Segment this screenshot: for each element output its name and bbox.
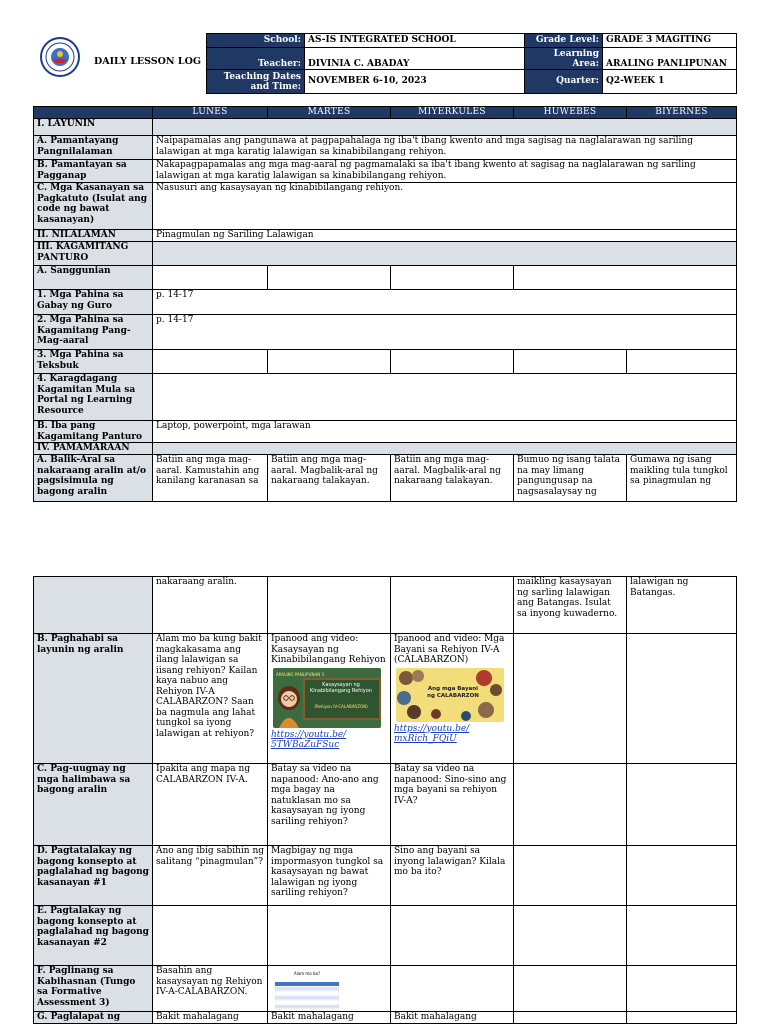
cell-pagtalakay-2-martes — [268, 906, 391, 966]
thumb1-subtitle: (Rehiyon IV-CALABARZON) — [314, 703, 368, 709]
dates-value: NOVEMBER 6-10, 2023 — [305, 70, 525, 94]
paghahabi-miyerkules-text: Ipanood and video: Mga Bayani sa Rehiyon IV-A (CALABARZON) — [394, 634, 505, 665]
cell-balik-aral-cont-lunes: nakaraang aralin. — [153, 577, 268, 634]
thumb1-top-label: ARALING PANLIPUNAN 3 — [276, 671, 325, 677]
cell-sanggunian-huwebes-biyernes — [514, 266, 737, 290]
day-header-biyernes: BIYERNES — [627, 107, 737, 119]
area-value: ARALING PANLIPUNAN — [603, 48, 737, 70]
cell-pagtatalakay-1-miyerkules: Sino ang bayani sa inyong lalawigan? Kilala mo ba ito? — [391, 846, 514, 906]
row-text-gabay-ng-guro: p. 14-17 — [153, 290, 737, 315]
row-label-paglalapat: G. Paglalapat ng — [34, 1012, 153, 1024]
thumb1-title: Kasaysayan ng Kinabibilangang Rehiyon — [310, 681, 372, 694]
row-label-sanggunian: A. Sanggunian — [34, 266, 153, 290]
day-header-miyerkules: MIYERKULES — [391, 107, 514, 119]
quarter-value: Q2-WEEK 1 — [603, 70, 737, 94]
dates-label-line2: and Time: — [250, 81, 301, 92]
cell-pagtatalakay-1-biyernes — [627, 846, 737, 906]
video-thumbnail-kasaysayan[interactable] — [273, 668, 381, 728]
cell-paglalapat-biyernes — [627, 1012, 737, 1024]
row-text-iba-pang-kagamitan: Laptop, powerpoint, mga larawan — [153, 421, 737, 443]
area-label — [525, 48, 603, 70]
cell-sanggunian-miyerkules — [391, 266, 514, 290]
cell-paglalapat-lunes: Bakit mahalagang — [153, 1012, 268, 1024]
row-label-balik-aral: A. Balik-Aral sa nakaraang aralin at/o pagsisimula ng bagong aralin — [34, 455, 153, 502]
cell-paghahabi-martes — [268, 634, 391, 764]
cell-teksbuk-biyernes — [627, 350, 737, 374]
area-label-line1: Learning — [553, 48, 599, 59]
cell-pag-uugnay-huwebes — [514, 764, 627, 846]
school-value: AS-IS INTEGRATED SCHOOL — [305, 34, 525, 48]
row-label-paghahabi: B. Paghahabi sa layunin ng aralin — [34, 634, 153, 764]
cell-pagtalakay-2-miyerkules — [391, 906, 514, 966]
lesson-log-table-page2 — [33, 576, 737, 1024]
document-title: DAILY LESSON LOG — [94, 56, 201, 67]
day-header-lunes: LUNES — [153, 107, 268, 119]
cell-balik-aral-cont-huwebes: maikling kasaysayan ng sarling lalawigan ang Batangas. Isulat sa inyong kuwaderno. — [514, 577, 627, 634]
cell-paglinang-miyerkules — [391, 966, 514, 1012]
video-thumbnail-bayani[interactable] — [396, 668, 504, 722]
cell-balik-aral-huwebes: Bumuo ng isang talata na may limang pangungusap na nagsasalaysay ng — [514, 455, 627, 502]
cell-pag-uugnay-biyernes — [627, 764, 737, 846]
cell-balik-aral-biyernes: Gumawa ng isang maikling tula tungkol sa pinagmulan ng — [627, 455, 737, 502]
cell-teksbuk-huwebes — [514, 350, 627, 374]
row-label-pagtatalakay-1: D. Pagtatalakay ng bagong konsepto at paglalahad ng bagong kasanayan #1 — [34, 846, 153, 906]
header-info-table — [206, 33, 737, 94]
cell-paglalapat-miyerkules: Bakit mahalagang — [391, 1012, 514, 1024]
cell-paghahabi-lunes: Alam mo ba kung bakit magkakasama ang ilang lalawigan sa iisang rehiyon? Kailan kaya nabuo ang Rehiyon IV-A CALABARZON? Saan ba nagmula ang lahat tungkol sa iyong lalawigan at rehiyon? — [153, 634, 268, 764]
section-kagamitang-panturo: III. KAGAMITANG PANTURO — [34, 242, 153, 266]
dates-label-line1: Teaching Dates — [223, 71, 301, 82]
cell-teksbuk-lunes — [153, 350, 268, 374]
cell-pagtalakay-2-lunes — [153, 906, 268, 966]
section-pamamaraan: IV. PAMAMARAAN — [34, 443, 153, 455]
grade-value: GRADE 3 MAGITING — [603, 34, 737, 48]
row-label-kagamitang-pang-mag-aaral: 2. Mga Pahina sa Kagamitang Pang-Mag-aaral — [34, 315, 153, 350]
row-label-pamantayang-pangnilalaman: A. Pamantayang Pangnilalaman — [34, 136, 153, 160]
dates-label — [207, 70, 305, 94]
cell-balik-aral-martes: Batiin ang mga mag-aaral. Magbalik-aral ng nakaraang talakayan. — [268, 455, 391, 502]
cell-pag-uugnay-miyerkules: Batay sa video na napanood: Sino-sino ang mga bayani sa rehiyon IV-A? — [391, 764, 514, 846]
teacher-cartoon-icon — [275, 686, 303, 728]
cell-paglinang-biyernes — [627, 966, 737, 1012]
section-kagamitang-band — [153, 242, 737, 266]
deped-logo — [40, 37, 80, 77]
row-text-portal-learning-resource — [153, 374, 737, 421]
row-label-paglinang: F. Paglinang sa Kabihasnan (Tungo sa Formative Assessment 3) — [34, 966, 153, 1012]
cell-pagtalakay-2-huwebes — [514, 906, 627, 966]
row-label-iba-pang-kagamitan: B. Iba pang Kagamitang Panturo — [34, 421, 153, 443]
row-text-nilalaman: Pinagmulan ng Sariling Lalawigan — [153, 230, 737, 242]
row-label-pag-uugnay: C. Pag-uugnay ng mga halimbawa sa bagong aralin — [34, 764, 153, 846]
section-layunin-band — [153, 119, 737, 136]
cell-balik-aral-cont-biyernes: lalawigan ng Batangas. — [627, 577, 737, 634]
quarter-label: Quarter: — [525, 70, 603, 94]
school-label: School: — [207, 34, 305, 48]
video-link-kasaysayan[interactable]: https://youtu.be/ 5TWBaZuFSuc — [271, 729, 347, 750]
row-label-balik-aral-cont — [34, 577, 153, 634]
cell-pag-uugnay-lunes: Ipakita ang mapa ng CALABARZON IV-A. — [153, 764, 268, 846]
row-label-gabay-ng-guro: 1. Mga Pahina sa Gabay ng Guro — [34, 290, 153, 315]
section-nilalaman: II. NILALAMAN — [34, 230, 153, 242]
paghahabi-martes-text: Ipanood ang video: Kasaysayan ng Kinabibilangang Rehiyon — [271, 634, 386, 665]
thumb2-title: Ang mga Bayani ng CALABARZON — [427, 685, 479, 699]
cell-sanggunian-lunes — [153, 266, 268, 290]
row-label-kasanayan: C. Mga Kasanayan sa Pagkatuto (Isulat ang code ng bawat kasanayan) — [34, 183, 153, 230]
cell-paghahabi-biyernes — [627, 634, 737, 764]
row-label-portal-learning-resource: 4. Karagdagang Kagamitan Mula sa Portal ng Learning Resource — [34, 374, 153, 421]
cell-sanggunian-martes — [268, 266, 391, 290]
cell-pagtalakay-2-biyernes — [627, 906, 737, 966]
day-header-blank — [34, 107, 153, 119]
row-text-kasanayan: Nasusuri ang kasaysayan ng kinabibilangang rehiyon. — [153, 183, 737, 230]
area-label-line2: Area: — [572, 58, 599, 69]
row-label-pamantayan-sa-pagganap: B. Pamantayan sa Pagganap — [34, 160, 153, 183]
cell-balik-aral-lunes: Batiin ang mga mag-aaral. Kamustahin ang kanilang karanasan sa — [153, 455, 268, 502]
row-label-pagtalakay-2: E. Pagtalakay ng bagong konsepto at paglalahad ng bagong kasanayan #2 — [34, 906, 153, 966]
paglinang-table-thumbnail — [275, 969, 339, 1007]
row-text-kagamitang-pang-mag-aaral: p. 14-17 — [153, 315, 737, 350]
cell-balik-aral-miyerkules: Batiin ang mga mag-aaral. Magbalik-aral ng nakaraang talakayan. — [391, 455, 514, 502]
cell-pagtatalakay-1-lunes: Ano ang ibig sabihin ng salitang “pinagmulan”? — [153, 846, 268, 906]
lesson-log-table-page1 — [33, 106, 737, 502]
teacher-value: DIVINIA C. ABADAY — [305, 48, 525, 70]
video-link-bayani[interactable]: https://youtu.be/ mxRich_FQiU — [394, 723, 470, 744]
cell-paghahabi-huwebes — [514, 634, 627, 764]
cell-balik-aral-cont-martes — [268, 577, 391, 634]
teacher-label: Teacher: — [207, 48, 305, 70]
mini-table-icon — [275, 980, 339, 1010]
cell-teksbuk-martes — [268, 350, 391, 374]
cell-paglinang-lunes: Basahin ang kasaysayan ng Rehiyon IV-A-CALABARZON. — [153, 966, 268, 1012]
cell-balik-aral-cont-miyerkules — [391, 577, 514, 634]
grade-label: Grade Level: — [525, 34, 603, 48]
day-header-huwebes: HUWEBES — [514, 107, 627, 119]
row-text-pamantayang-pangnilalaman: Naipapamalas ang pangunawa at pagpapahalaga ng iba't ibang kwento and mga sagisag na naglalarawan ng sariling lalawigan at mga karatig lalawigan sa kinabibilangang rehiyon. — [153, 136, 737, 160]
row-text-pamantayan-sa-pagganap: Nakapagpapamalas ang mga mag-aaral ng pagmamalaki sa iba't ibang kwento at sagisag na naglalarawan ng sariling lalawigan at mga karatig lalawigan sa kinabibilangang rehiyon. — [153, 160, 737, 183]
cell-pagtatalakay-1-martes: Magbigay ng mga impormasyon tungkol sa kasaysayan ng bawat lalawigan ng iyong sariling rehiyon? — [268, 846, 391, 906]
day-header-martes: MARTES — [268, 107, 391, 119]
cell-paglinang-huwebes — [514, 966, 627, 1012]
cell-paglinang-martes — [268, 966, 391, 1012]
cell-pag-uugnay-martes: Batay sa video na napanood: Ano-ano ang mga bagay na natuklasan mo sa kasaysayan ng iyong sariling rehiyon? — [268, 764, 391, 846]
paglinang-thumb-title: Alam mo ba? — [293, 971, 321, 976]
cell-paghahabi-miyerkules — [391, 634, 514, 764]
cell-paglalapat-martes: Bakit mahalagang — [268, 1012, 391, 1024]
cell-teksbuk-miyerkules — [391, 350, 514, 374]
section-pamamaraan-band — [153, 443, 737, 455]
row-label-teksbuk: 3. Mga Pahina sa Teksbuk — [34, 350, 153, 374]
section-layunin: I. LAYUNIN — [34, 119, 153, 136]
cell-pagtatalakay-1-huwebes — [514, 846, 627, 906]
cell-paglalapat-huwebes — [514, 1012, 627, 1024]
